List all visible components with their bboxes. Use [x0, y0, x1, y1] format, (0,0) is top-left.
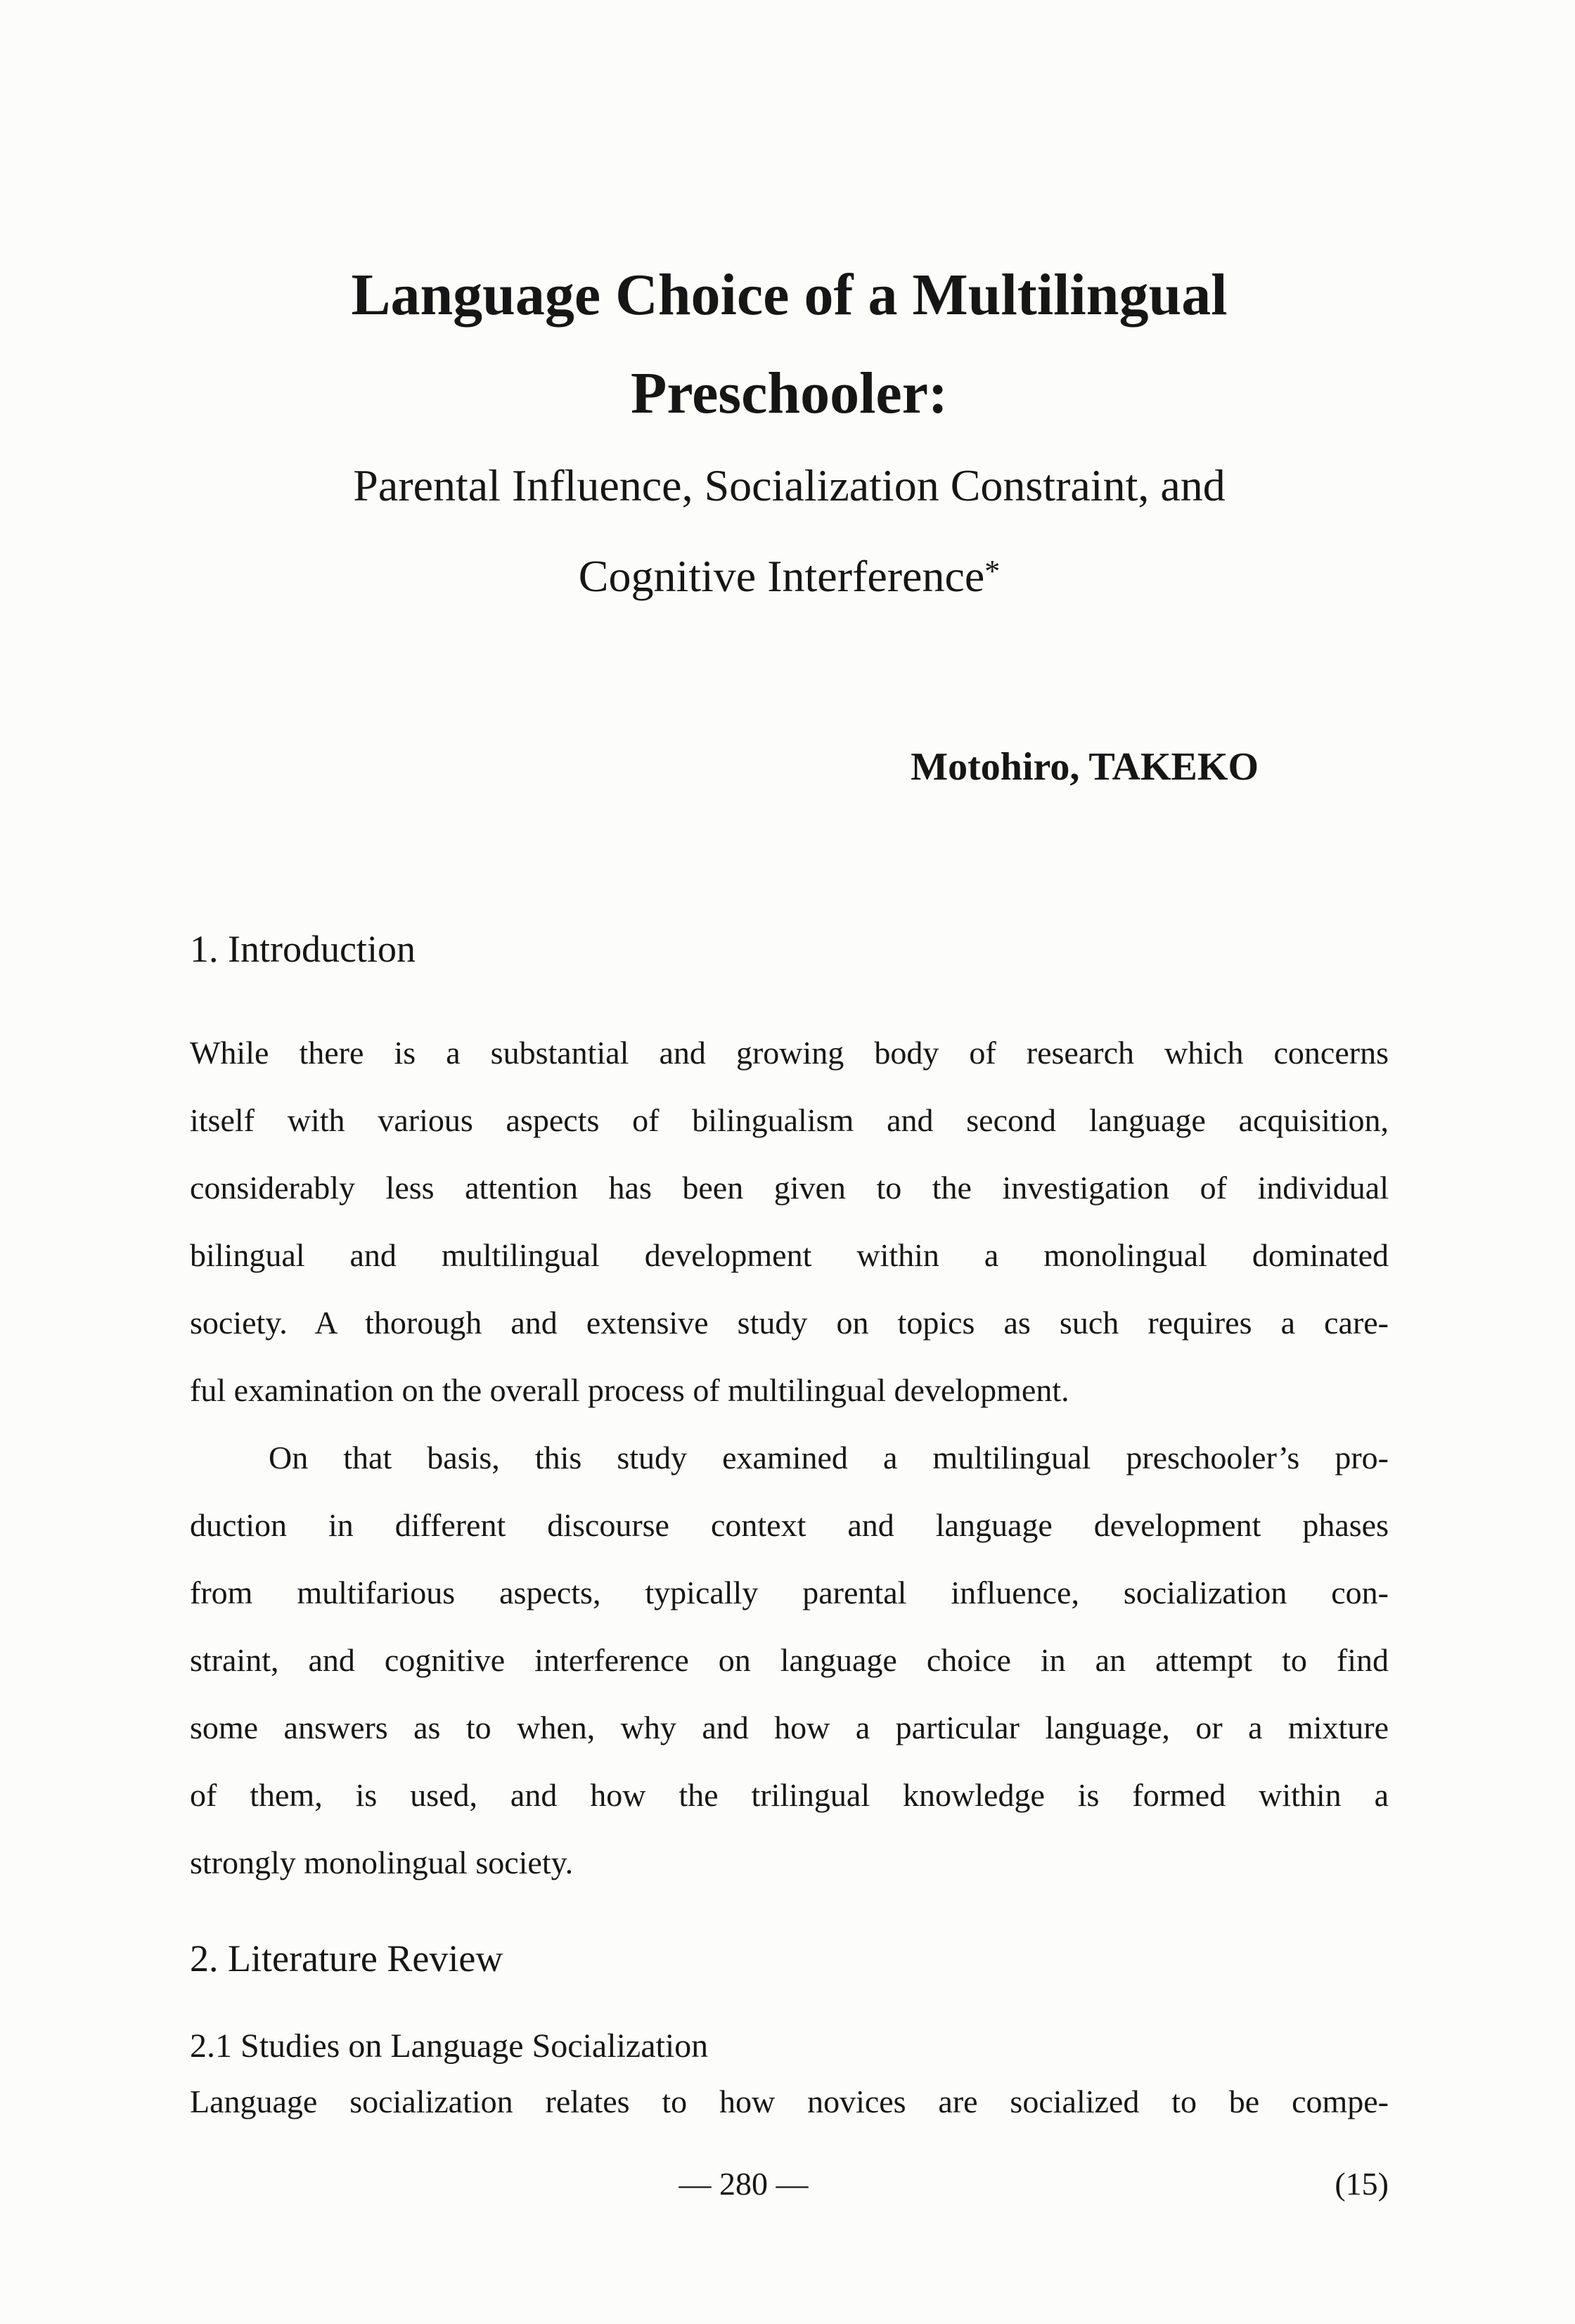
page-number: — 280 —: [679, 2166, 809, 2202]
subsection-heading-language-socialization: 2.1 Studies on Language Socialization: [190, 2027, 709, 2065]
text-line: some answers as to when, why and how a particular language, or a mixture: [190, 1710, 1389, 1745]
text-line: from multifarious aspects, typically parental influence, socialization con-: [190, 1575, 1389, 1610]
section-heading-introduction: 1. Introduction: [190, 928, 416, 970]
paper-subtitle-line-2-text: Cognitive Interference: [578, 551, 985, 601]
text-line: ful examination on the overall process of multilingual development.: [190, 1372, 1069, 1408]
paper-subtitle-line-2: [190, 529, 1389, 619]
text-line: considerably less attention has been given to the investigation of individual: [190, 1170, 1389, 1206]
paragraph-literature-1: [190, 2068, 1389, 2136]
author-name: Motohiro, TAKEKO: [911, 745, 1259, 789]
text-line: itself with various aspects of bilingualism and second language acquisition,: [190, 1102, 1389, 1138]
text-line: Language socialization relates to how novices are socialized to be compe-: [190, 2084, 1389, 2119]
text-line: of them, is used, and how the trilingual knowledge is formed within a: [190, 1777, 1389, 1813]
section-heading-literature-review: 2. Literature Review: [190, 1937, 503, 1980]
paragraph-intro-2: [190, 1424, 1389, 1897]
paper-subtitle-line-1: Parental Influence, Socialization Constraint, and: [353, 460, 1226, 510]
paper-subtitle: [190, 443, 1389, 619]
text-line: duction in different discourse context and language development phases: [190, 1507, 1389, 1543]
text-line: strongly monolingual society.: [190, 1845, 574, 1880]
paragraph-intro-1: [190, 1019, 1389, 1424]
text-line: straint, and cognitive interference on language choice in an attempt to find: [190, 1642, 1389, 1678]
issue-page-number: (15): [1335, 2166, 1389, 2202]
text-line: On that basis, this study examined a multilingual preschooler’s pro-: [269, 1440, 1389, 1476]
page-content: [190, 0, 1389, 2136]
text-line: While there is a substantial and growing body of research which concerns: [190, 1035, 1389, 1071]
paper-title-line-2: Preschooler:: [631, 361, 948, 426]
paper-title-line-1: Language Choice of a Multilingual: [351, 262, 1228, 328]
text-line: bilingual and multilingual development within a monolingual dominated: [190, 1237, 1389, 1273]
page-footer: [190, 2160, 1389, 2216]
text-line: society. A thorough and extensive study on topics as such requires a care-: [190, 1305, 1389, 1341]
paper-title: [190, 246, 1389, 443]
footnote-asterisk: *: [984, 554, 1001, 588]
